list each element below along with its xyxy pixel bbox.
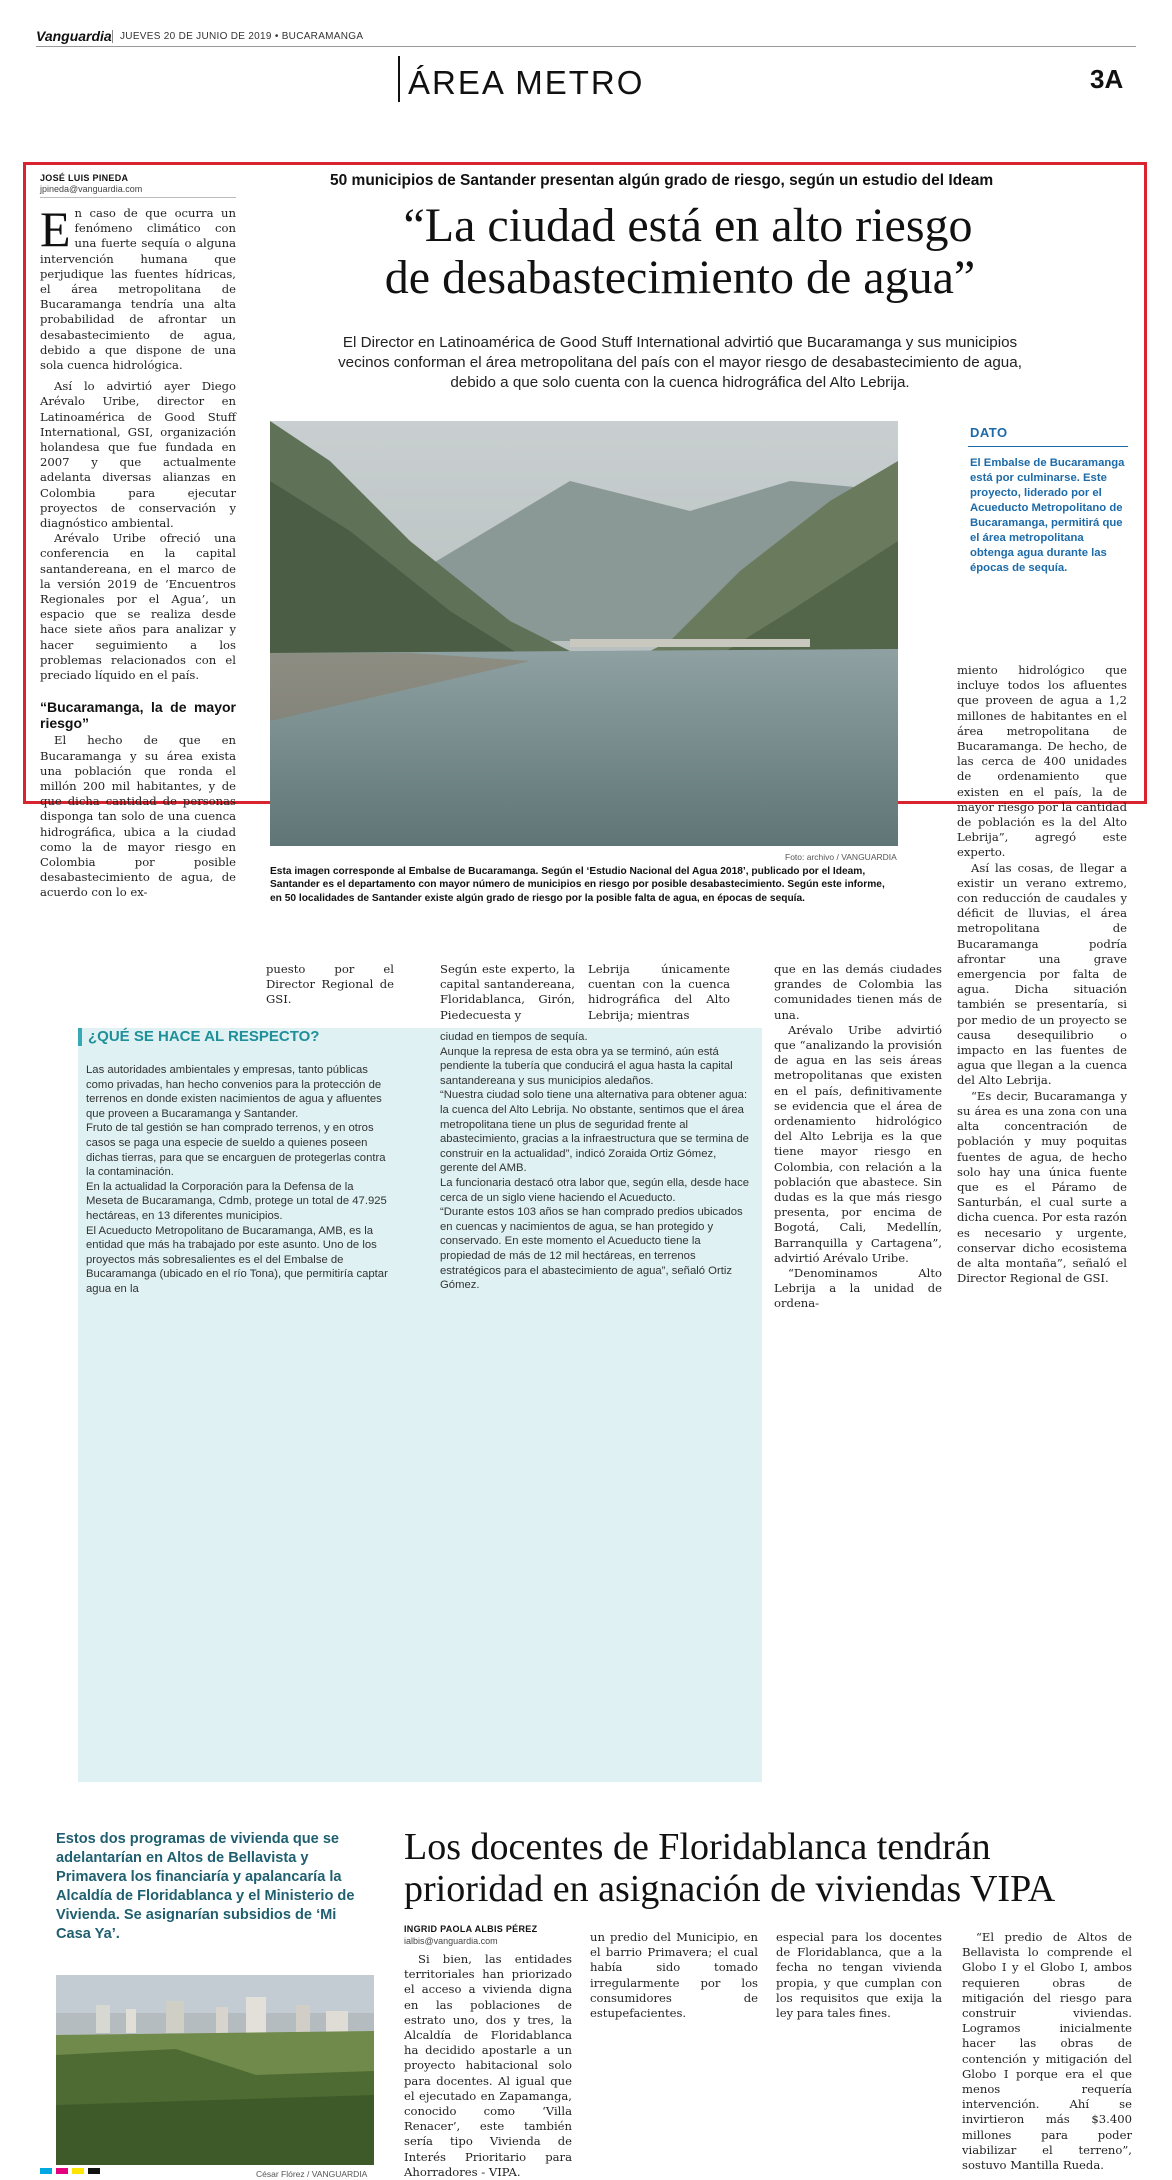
story1-column-1 — [40, 201, 236, 901]
info-box-accent-bar — [78, 1028, 82, 1046]
headline-line-1: “La ciudad está en alto riesgo — [403, 199, 973, 252]
paragraph: un predio del Municipio, en el barrio Primavera; el cual había sido tomado irregularmente por los consumidores de estupefacientes. — [590, 1930, 758, 2021]
paragraph: miento hidrológico que incluye todos los afluentes que proveen de agua a 1,2 millones de habitantes en el área metropolitana de Bucaramanga. De hecho, de las cerca de 400 unidades de ordenamiento que existen en el país, la de mayor riesgo por la cantidad de población es la del Alto Lebrija”, agregó este experto. — [957, 663, 1127, 860]
paragraph: Si bien, las entidades territoriales han priorizado el acceso a vivienda digna en las poblaciones de estrato uno, dos y tres, la Alcaldía de Floridablanca ha decidido apostarle a un proyecto habitacional solo para docentes. Al igual que el ejecutado en Zapamanga, conocido como ‘Villa Renacer’, este también sería tipo Vivienda de Interés Prioritario para Ahorradores - VIPA. — [404, 1952, 572, 2179]
masthead-brand: Vanguardia — [36, 28, 112, 44]
story1-column-3 — [440, 962, 575, 1023]
byline-name: JOSÉ LUIS PINEDA — [40, 173, 129, 183]
paragraph: Arévalo Uribe ofreció una conferencia en la capital santandereana, en el marco de la versión 2019 de ‘Encuentros Regionales por el Agua’, un espacio que se realiza desde hace siete años para analizar y hacer seguimiento a los problemas relacionados con el preciado líquido en el país. — [40, 531, 236, 683]
info-box-column-2: ciudad en tiempos de sequía. Aunque la represa de esta obra ya se terminó, aún está pendiente la tubería que conducirá el agua hasta la capital santandereana y sus municipios aledaños. “Nuestra ciudad solo tiene una alternativa para obtener agua: la cuenca del Alto Lebrija. No obstante, sentimos que el área metropolitana tiene un plus de seguridad frente al abastecimiento, gracias a la infraestructura que se termina de construir en la actualidad”, indicó Zoraida Ortiz Gómez, gerente del AMB. La funcionaria destacó otra labor que, según ella, desde hace cerca de un siglo viene haciendo el Acueducto. “Durante estos 103 años se han comprado predios ubicados en cuencas y nacimientos de agua, se han protegido y conservado. En este momento el Acueducto tiene la propiedad de más de 12 mil hectáreas, en terrenos estratégicos para el abastecimiento de agua”, señaló Ortiz Gómez. — [440, 1031, 749, 1292]
deck-line-3: debido a que solo cuenta con la cuenca hidrográfica del Alto Lebrija. — [450, 374, 910, 391]
section-title: ÁREA METRO — [408, 64, 645, 101]
story1-column-2 — [266, 962, 394, 1008]
paragraph — [40, 201, 236, 373]
info-box-column-1: Las autoridades ambientales y empresas, tanto públicas como privadas, han hecho convenios para la protección de terrenos en donde existen nacimientos de agua y afluentes que proveen a Bucaramanga y Santander. Fruto de tal gestión se han comprado terrenos, y en otros casos se paga una especie de sueldo a quienes poseen dichas tierras, para que se encarguen de protegerlas contra la contaminación. En la actualidad la Corporación para la Defensa de la Meseta de Bucaramanga, Cdmb, protege un total de 47.925 hectáreas, en 13 diferentes municipios. El Acueducto Metropolitano de Bucaramanga, AMB, es la entidad que más ha trabajado por este asunto. Uno de los proyectos más sobresalientes es el del Embalse de Bucaramanga (ubicado en el río Tona), que permitiría captar agua en la — [86, 1064, 388, 1295]
info-box-title: ¿QUÉ SE HACE AL RESPECTO? — [88, 1028, 320, 1045]
paragraph: El hecho de que en Bucaramanga y su área exista una población que ronda el millón 200 mil habitantes, y de que dicha cantidad de personas disponga tan solo de una cuenca hidrográfica, ubica a la ciudad como la de mayor riesgo en Colombia por posible desabastecimiento de agua, de acuerdo con lo ex- — [40, 733, 236, 900]
paragraph: “El predio de Altos de Bellavista lo comprende el Globo I y el Globo I, ambos requieren obras de mitigación del riesgo para construir viviendas. Logramos inicialmente hacer las obras de contención y mitigación del Globo I porque era el que menos requería intervención. Ahí se invirtieron más $3.400 millones para poder viabilizar el terreno”, sostuvo Mantilla Rueda. — [962, 1930, 1132, 2173]
dato-text: El Embalse de Bucaramanga está por culminarse. Este proyecto, liderado por el Acueducto Metropolitano de Bucaramanga, permitirá que el área metropolitana obtenga agua durante las épocas de sequía. — [970, 457, 1125, 574]
kicker: 50 municipios de Santander presentan algún grado de riesgo, según un estudio del Ideam — [330, 172, 994, 189]
masthead-divider — [112, 30, 113, 43]
story2-column-3 — [776, 1930, 942, 2021]
headline-line-2: de desabastecimiento de agua” — [384, 251, 976, 304]
subheading: “Bucaramanga, la de mayor riesgo” — [40, 699, 236, 732]
paragraph: Así las cosas, de llegar a existir un verano extremo, con reducción de caudales y déficit de lluvias, el área metropolitana de Bucaramanga podría afrontar una grave emergencia por falta de agua. Dicha situación también se presentaría, si por medio de un proyecto se causa desequilibrio o impacto en las fuentes de agua que llegan a la cuenca del Alto Lebrija. — [957, 860, 1127, 1088]
dato-rule — [968, 446, 1128, 447]
paragraph: “Denominamos Alto Lebrija a la unidad de ordena- — [774, 1266, 942, 1311]
header-rule — [36, 46, 1136, 47]
story2-summary: Estos dos programas de vivienda que se adelantarían en Altos de Bellavista y Primavera los financiaría y apalancaría la Alcaldía de Floridablanca y el Ministerio de Vivienda. Se asignarían subsidios de ‘Mi Casa Ya’. — [56, 1831, 355, 1942]
deck-line-2: vecinos conforman el área metropolitana del país con el mayor riesgo de desabastecimiento de agua, — [338, 354, 1022, 371]
drop-cap: E — [40, 201, 71, 257]
paragraph: Arévalo Uribe advirtió que “analizando la provisión de agua en las seis áreas metropolitanas que existen en el país, definitivamente se evidencia que el área de ordenamiento hidrológico del Alto Lebrija es la que tiene mayor riesgo en Colombia, con relación a la población que abastece. Sin dudas es la que más riesgo presenta, por encima de Bogotá, Cali, Medellín, Barranquilla y Cartagena”, advirtió Arévalo Uribe. — [774, 1022, 942, 1265]
page-number: 3A — [1090, 64, 1124, 94]
reservoir-photo-image — [270, 421, 898, 846]
story2-byline-email: ialbis@vanguardia.com — [404, 1936, 498, 1946]
story1-column-6 — [957, 663, 1127, 1286]
color-bar-black — [88, 2168, 100, 2174]
story2-headline-1: Los docentes de Floridablanca tendrán — [404, 1826, 991, 1868]
color-bar-cyan — [40, 2168, 52, 2174]
dateline: JUEVES 20 DE JUNIO DE 2019 • BUCARAMANGA — [120, 31, 364, 42]
paragraph: Según este experto, la capital santandereana, Floridablanca, Girón, Piedecuesta y — [440, 962, 575, 1022]
photo-caption: Esta imagen corresponde al Embalse de Bucaramanga. Según el ‘Estudio Nacional del Agua 2018’, publicado por el Ideam, Santander es el departamento con mayor número de municipios en riesgo por posible desabastecimiento. Según este informe, en 50 localidades de Santander existe algún grado de riesgo por la posible falta de agua, en épocas de sequía. — [270, 866, 885, 904]
bellavista-photo-image — [56, 1975, 374, 2165]
byline-rule — [40, 197, 236, 198]
story2-column-2 — [590, 1930, 758, 2021]
paragraph: “Es decir, Bucaramanga y su área es una zona con una alta concentración de población y muy poquitas fuentes de agua, de hecho solo hay una única fuente que es el Páramo de Santurbán, el cual surte a dicha cuenca. Por esta razón es necesario y urgente, conservar dicho ecosistema de alta montaña”, señaló el Director Regional de GSI. — [957, 1088, 1127, 1286]
story2-column-4 — [962, 1930, 1132, 2173]
paragraph: Así lo advirtió ayer Diego Arévalo Uribe, director en Latinoamérica de Good Stuff International, GSI, organización holandesa que fue fundada en 2007 y que actualmente adelanta diversas alianzas en Colombia para ejecutar proyectos de conservación y diagnóstico ambiental. — [40, 379, 236, 531]
deck-line-1: El Director en Latinoamérica de Good Stuff International advirtió que Bucaramanga y sus municipios — [342, 334, 1018, 351]
byline-email: jpineda@vanguardia.com — [40, 184, 143, 194]
color-bar-yellow — [72, 2168, 84, 2174]
paragraph: Lebrija únicamente cuentan con la cuenca hidrográfica del Alto Lebrija; mientras — [588, 962, 730, 1022]
story2-photo-credit: César Flórez / VANGUARDIA — [256, 2169, 368, 2179]
reservoir-photo — [270, 421, 898, 846]
bellavista-photo — [56, 1975, 374, 2165]
paragraph: que en las demás ciudades grandes de Colombia las comunidades tienen más de una. — [774, 962, 942, 1022]
story2-byline-name: INGRID PAOLA ALBIS PÉREZ — [404, 1924, 538, 1934]
story2-headline-2: prioridad en asignación de viviendas VIPA — [404, 1868, 1056, 1910]
color-bar-magenta — [56, 2168, 68, 2174]
dato-label: DATO — [970, 425, 1008, 440]
paragraph-text: n caso de que ocurra un fenómeno climático con una fuerte sequía o alguna intervención humana que perjudique las fuentes hídricas, el área metropolitana de Bucaramanga tendría una alta probabilidad de afrontar un desabastecimiento de agua, debido a que dispone de una sola cuenca hidrológica. — [40, 206, 236, 373]
story1-column-4 — [588, 962, 730, 1023]
story1-column-5 — [774, 962, 942, 1312]
story2-column-1 — [404, 1952, 572, 2180]
paragraph: especial para los docentes de Floridablanca, que a la fecha no tengan vivienda propia, y que cumplan con los requisitos que exija la ley para tales fines. — [776, 1930, 942, 2021]
section-divider — [398, 56, 400, 102]
photo-credit: Foto: archivo / VANGUARDIA — [785, 852, 897, 862]
paragraph: puesto por el Director Regional de GSI. — [266, 962, 394, 1007]
